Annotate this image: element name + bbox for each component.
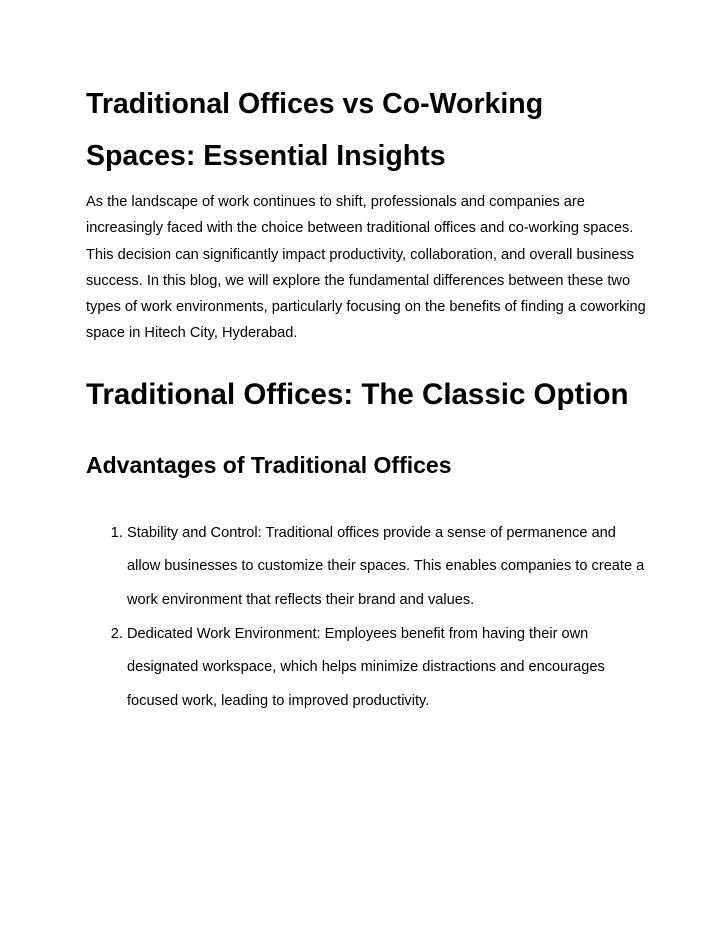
document-body	[86, 78, 646, 718]
list-item: 1. Stability and Control: Traditional offices provide a sense of permanence and allow businesses to customize their spaces. This enables companies to create a work environment that reflects their brand and values.	[127, 517, 646, 618]
section-heading: Traditional Offices: The Classic Option	[86, 377, 629, 411]
document-title: Traditional Offices vs Co-Working Spaces: Essential Insights	[86, 88, 544, 172]
advantages-list	[86, 517, 646, 719]
list-item: 2. Dedicated Work Environment: Employees benefit from having their own designated workspace, which helps minimize distractions and encourages focused work, leading to improved productivity.	[127, 618, 646, 719]
intro-paragraph: As the landscape of work continues to shift, professionals and companies are increasingly faced with the choice between traditional offices and co-working spaces. This decision can significantly impact productivity, collaboration, and overall business success. In this blog, we will explore the fundamental differences between these two types of work environments, particularly focusing on the benefits of finding a coworking space in Hitech City, Hyderabad.	[86, 194, 646, 342]
subsection-heading: Advantages of Traditional Offices	[86, 451, 452, 478]
